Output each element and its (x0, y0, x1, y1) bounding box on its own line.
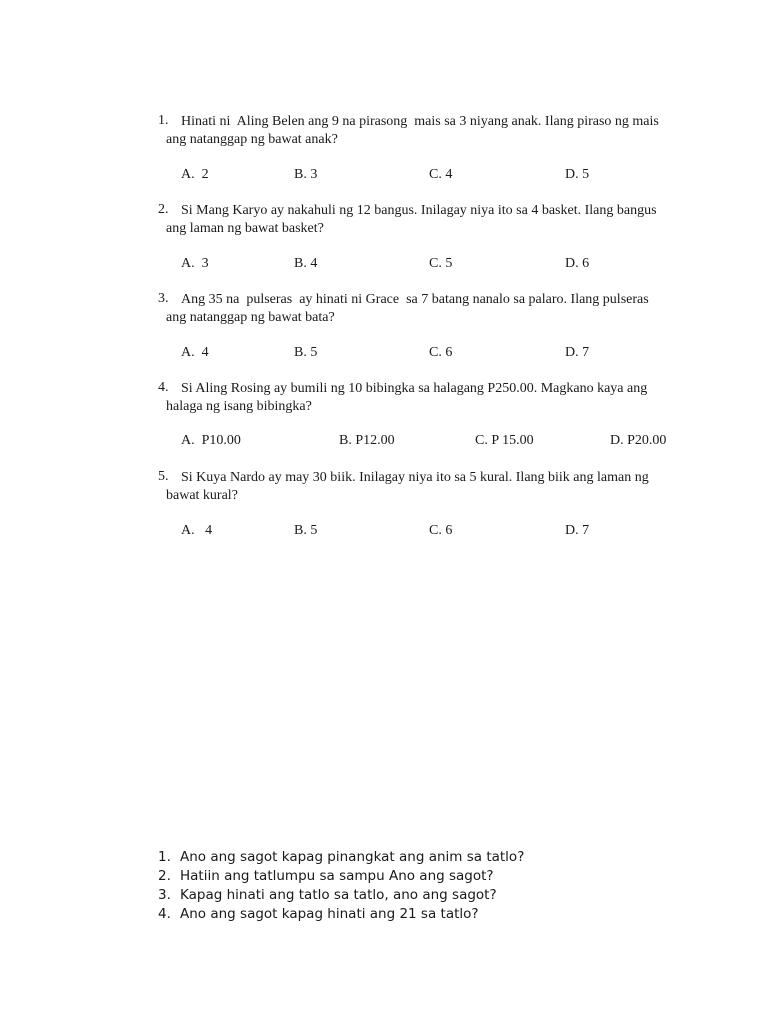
question-line: ang laman ng bawat basket? (166, 221, 324, 236)
option-d: D. P20.00 (610, 433, 667, 448)
question-line: Si Kuya Nardo ay may 30 biik. Inilagay niya ito sa 5 kural. Ilang biik ang laman ng (181, 470, 649, 485)
question-line: Hinati ni Aling Belen ang 9 na pirasong mais sa 3 niyang anak. Ilang piraso ng mais (181, 114, 659, 129)
option-d: D. 6 (565, 256, 590, 271)
option-c: C. 4 (429, 167, 453, 182)
question-text (166, 469, 701, 505)
question-line: ang natanggap ng bawat anak? (166, 132, 338, 147)
item-text: Kapag hinati ang tatlo sa tatlo, ano ang sagot? (180, 887, 497, 903)
option-b: B. 5 (294, 345, 318, 360)
question-number: 1. (158, 113, 169, 128)
item-number: 1. (158, 849, 171, 865)
option-c: C. P 15.00 (475, 433, 534, 448)
option-d: D. 5 (565, 167, 590, 182)
question-number: 2. (158, 202, 169, 217)
item-number: 4. (158, 906, 171, 922)
option-b: B. P12.00 (339, 433, 395, 448)
option-c: C. 6 (429, 523, 453, 538)
question-text (166, 380, 701, 416)
item-text: Hatiin ang tatlumpu sa sampu Ano ang sagot? (180, 868, 494, 884)
list-item (158, 886, 524, 905)
option-a: A. 4 (181, 345, 209, 360)
question-text (166, 113, 701, 149)
item-number: 3. (158, 887, 171, 903)
question-number: 3. (158, 291, 169, 306)
oral-questions-list (158, 848, 524, 924)
option-d: D. 7 (565, 523, 590, 538)
question-line: Si Aling Rosing ay bumili ng 10 bibingka sa halagang P250.00. Magkano kaya ang (181, 381, 648, 396)
option-a: A. 3 (181, 256, 209, 271)
question-line: ang natanggap ng bawat bata? (166, 310, 335, 325)
question-line: bawat kural? (166, 488, 238, 503)
item-text: Ano ang sagot kapag hinati ang 21 sa tatlo? (180, 906, 479, 922)
question-text (166, 291, 701, 327)
option-b: B. 4 (294, 256, 318, 271)
option-c: C. 5 (429, 256, 453, 271)
list-item (158, 848, 524, 867)
option-d: D. 7 (565, 345, 590, 360)
question-line: Si Mang Karyo ay nakahuli ng 12 bangus. Inilagay niya ito sa 4 basket. Ilang bangus (181, 203, 657, 218)
item-text: Ano ang sagot kapag pinangkat ang anim sa tatlo? (180, 849, 525, 865)
item-number: 2. (158, 868, 171, 884)
option-a: A. 4 (181, 523, 213, 538)
list-item (158, 867, 524, 886)
option-a: A. 2 (181, 167, 209, 182)
question-line: Ang 35 na pulseras ay hinati ni Grace sa 7 batang nanalo sa palaro. Ilang pulseras (181, 292, 649, 307)
option-b: B. 3 (294, 167, 318, 182)
option-b: B. 5 (294, 523, 318, 538)
question-line: halaga ng isang bibingka? (166, 399, 312, 414)
question-number: 4. (158, 380, 169, 395)
question-number: 5. (158, 469, 169, 484)
question-text (166, 202, 701, 238)
option-a: A. P10.00 (181, 433, 241, 448)
option-c: C. 6 (429, 345, 453, 360)
list-item (158, 905, 524, 924)
